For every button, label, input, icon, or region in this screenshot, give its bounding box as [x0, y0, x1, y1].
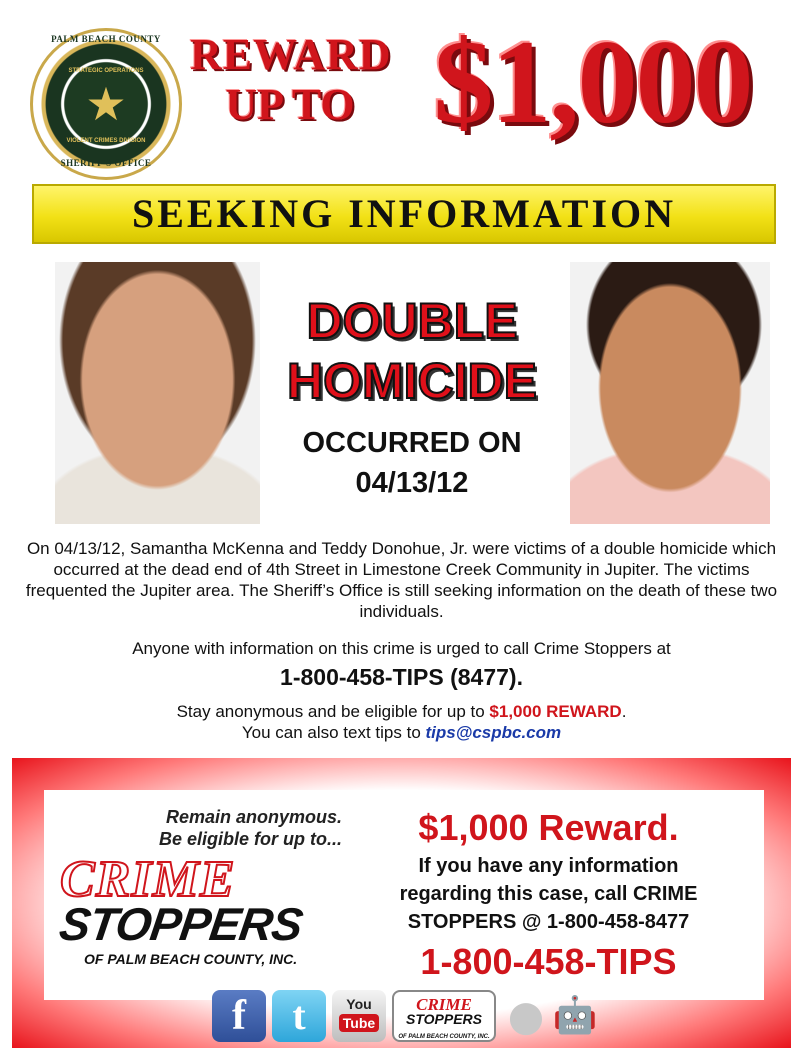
sheriff-star-icon: ★: [85, 77, 127, 131]
youtube-you-text: You: [346, 996, 372, 1012]
reward-heading: REWARD: [190, 30, 392, 79]
case-date: 04/13/12: [355, 467, 469, 499]
anonymous-prefix: Stay anonymous and be eligible for up to: [176, 702, 490, 721]
seal-top-text: PALM BEACH COUNTY: [51, 34, 161, 44]
upto-heading: UP TO: [225, 80, 355, 129]
small-logo-org: OF PALM BEACH COUNTY, INC.: [398, 1034, 490, 1040]
youtube-tube-text: Tube: [339, 1014, 379, 1032]
cs-eligible-text: Be eligible for up to...: [158, 829, 342, 849]
apple-icon[interactable]: ●: [507, 991, 545, 1040]
seal-ring-bottom-text: VIOLENT CRIMES DIVISION: [66, 138, 146, 144]
anonymous-suffix: .: [621, 702, 627, 721]
anonymous-notice: [20, 701, 783, 743]
small-logo-stoppers: STOPPERS: [406, 1011, 482, 1027]
twitter-icon[interactable]: t: [272, 990, 326, 1042]
facebook-icon[interactable]: f: [212, 990, 266, 1042]
cs-info-line1: If you have any information: [418, 855, 679, 877]
seal-ring-top-text: STRATEGIC OPERATIONS: [68, 68, 144, 74]
tips-email-link[interactable]: tips@cspbc.com: [425, 723, 562, 742]
crime-stoppers-logo-stoppers: STOPPERS: [56, 898, 306, 950]
cs-info-line2: regarding this case, call CRIME: [399, 883, 698, 905]
seeking-information-banner: [32, 184, 776, 244]
call-instruction: Anyone with information on this crime is urged to call Crime Stoppers at: [132, 639, 671, 658]
cs-tips-number[interactable]: 1-800-458-TIPS: [420, 941, 677, 982]
tips-phone-number[interactable]: 1-800-458-TIPS (8477): [280, 664, 517, 690]
crime-stoppers-logo-crime: CRIME: [60, 851, 236, 908]
victim-photo-female: [55, 262, 260, 524]
case-title-line2: HOMICIDE: [287, 353, 537, 409]
tips-phone-line: [20, 663, 783, 691]
seal-bottom-text: SHERIFF'S OFFICE: [60, 158, 152, 168]
youtube-icon[interactable]: [332, 990, 386, 1042]
victim-photo-male: [570, 262, 770, 524]
case-title-line1: DOUBLE: [306, 293, 518, 349]
case-description: On 04/13/12, Samantha McKenna and Teddy Donohue, Jr. were victims of a double homicide which occurred at the dead end of 4th Street in Limestone Creek Community in Jupiter. The victims frequented the Jupiter area. The Sheriff’s Office is still seeking information on the death of these two individuals.: [25, 539, 778, 621]
crime-stoppers-logo-org: OF PALM BEACH COUNTY, INC.: [84, 951, 298, 967]
text-tips-prefix: You can also text tips to: [241, 723, 426, 742]
banner-text: SEEKING INFORMATION: [131, 191, 677, 236]
crime-stoppers-icon[interactable]: [392, 990, 496, 1042]
cs-info-line3: STOPPERS @ 1-800-458-8477: [407, 911, 690, 933]
small-logo-crime: CRIME: [416, 995, 472, 1014]
occurred-label: OCCURRED ON: [302, 427, 522, 459]
cs-reward-heading: $1,000 Reward.: [418, 807, 679, 848]
cs-remain-text: Remain anonymous.: [165, 807, 342, 827]
tips-phone-suffix: .: [516, 664, 523, 690]
android-icon[interactable]: 🤖: [552, 995, 598, 1036]
anonymous-reward: $1,000 REWARD: [489, 702, 622, 721]
reward-amount: $1,000: [433, 15, 752, 148]
